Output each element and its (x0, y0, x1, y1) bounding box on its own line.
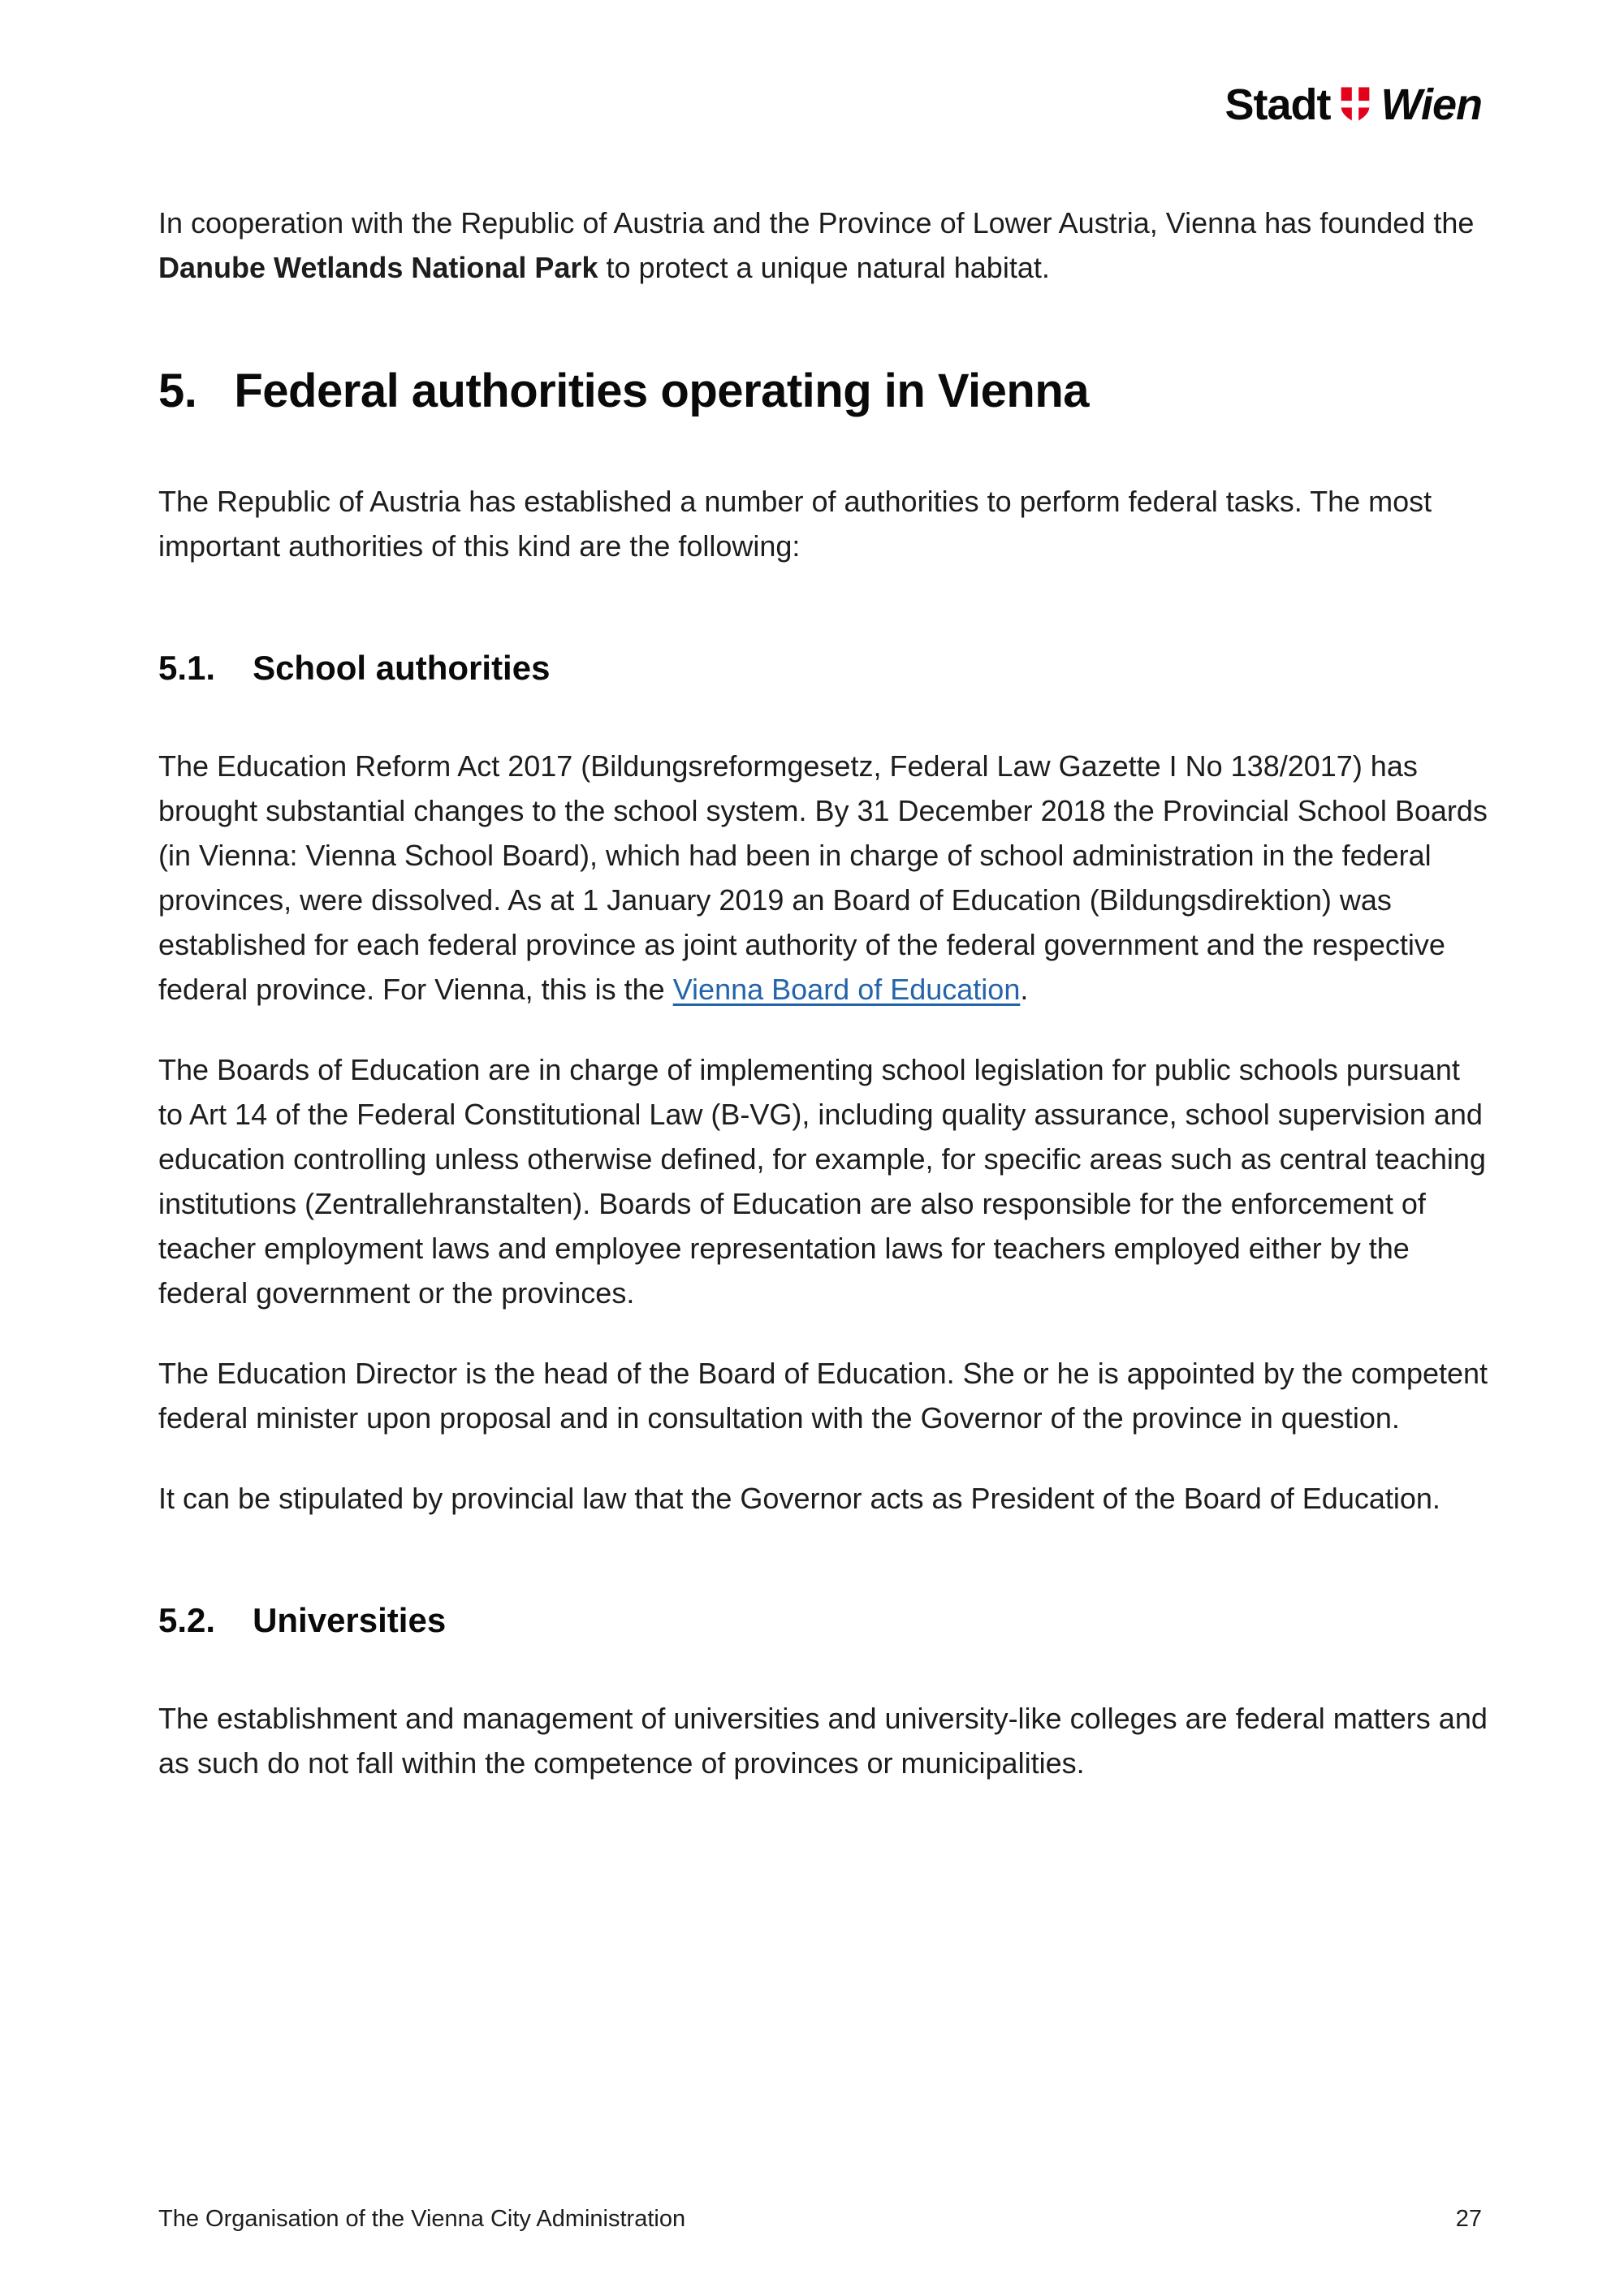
logo-text-wien: Wien (1380, 80, 1482, 129)
school-paragraph-4: It can be stipulated by provincial law that the Governor acts as President of the Board of Education. (158, 1482, 1440, 1516)
footer-document-title: The Organisation of the Vienna City Administration (158, 2206, 686, 2232)
subsection2-number: 5.2. (158, 1601, 216, 1640)
intro-text-pre: In cooperation with the Republic of Austria and the Province of Lower Austria, Vienna has founded the (158, 206, 1475, 240)
section-heading-federal-authorities (158, 365, 1490, 419)
footer-page-number: 27 (1455, 2206, 1482, 2232)
section-intro-paragraph: The Republic of Austria has established a number of authorities to perform federal tasks. The most important authorities of this kind are the following: (158, 484, 1432, 563)
subsection-heading-universities (158, 1600, 1490, 1641)
subsection1-number: 5.1. (158, 648, 216, 687)
section-title: Federal authorities operating in Vienna (234, 365, 1090, 417)
universities-paragraph-1: The establishment and management of universities and university-like colleges are federal matters and as such do not fall within the competence of provinces or municipalities. (158, 1702, 1488, 1780)
section-number: 5. (158, 365, 197, 417)
subsection-heading-school-authorities (158, 648, 1490, 688)
vienna-board-of-education-link[interactable]: Vienna Board of Education (672, 973, 1021, 1007)
page-footer (158, 2206, 1482, 2233)
school-paragraph-1 (158, 744, 1490, 1012)
school-paragraph-1-end: . (1020, 973, 1029, 1007)
intro-paragraph (158, 201, 1490, 290)
logo-text-stadt: Stadt (1224, 80, 1331, 129)
intro-text-post: to protect a unique natural habitat. (598, 251, 1050, 284)
intro-bold-danube-park: Danube Wetlands National Park (158, 251, 598, 284)
document-content (158, 0, 1490, 1821)
subsection1-title: School authorities (253, 648, 551, 687)
school-paragraph-3: The Education Director is the head of the Board of Education. She or he is appointed by the competent federal minister upon proposal and in consultation with the Governor of the province in question. (158, 1357, 1488, 1435)
top-margin-spacer (158, 0, 1490, 201)
school-paragraph-1-text: The Education Reform Act 2017 (Bildungsreformgesetz, Federal Law Gazette I No 138/2017) has brought substantial changes to the school system. By 31 December 2018 the Provincial School Boards (in Vienna: Vienna School Board), which had been in charge of school administration in the federal provinces, were dissolved. As at 1 January 2019 an Board of Education (Bildungsdirektion) was established for each federal province as joint authority of the federal government and the respective federal province. For Vienna, this is the (158, 749, 1488, 1007)
subsection2-title: Universities (253, 1601, 447, 1640)
school-paragraph-2: The Boards of Education are in charge of implementing school legislation for public schools pursuant to Art 14 of the Federal Constitutional Law (B-VG), including quality assurance, school supervision and education controlling unless otherwise defined, for example, for specific areas such as central teaching institutions (Zentrallehranstalten). Boards of Education are also responsible for the enforcement of teacher employment laws and employee representation laws for teachers employed either by the federal government or the provinces. (158, 1053, 1486, 1310)
